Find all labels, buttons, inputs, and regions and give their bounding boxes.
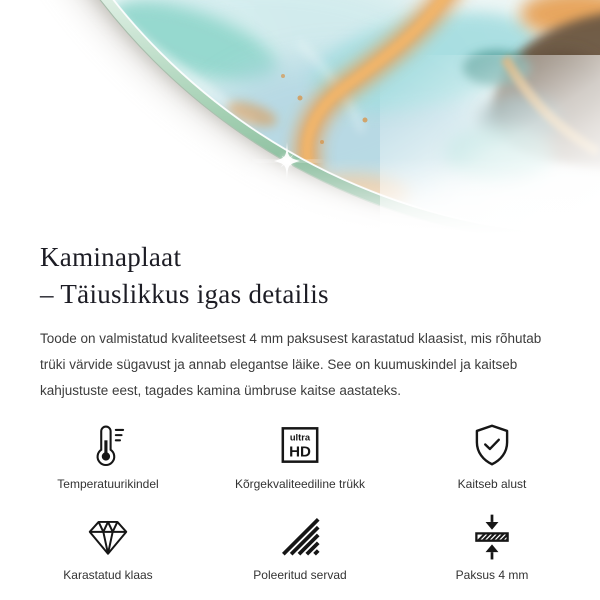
feature-label: Temperatuurikindel xyxy=(57,477,159,491)
polished-edges-icon xyxy=(275,511,325,561)
product-description: Toode on valmistatud kvaliteetsest 4 mm paksusest karastatud klaasist, mis rõhutab trüki värvide sügavust ja annab elegantse läike. See on kuumuskindel ja kaitseb kahjustuste eest, tagades kamina ümbruse kaitse aastateks. xyxy=(40,331,542,398)
page-title-line2: – Täiuslikkus igas detailis xyxy=(40,279,329,309)
feature-tempered-glass xyxy=(12,511,204,582)
page-title xyxy=(40,239,560,313)
feature-polished-edges xyxy=(204,511,396,582)
svg-text:ultra: ultra xyxy=(289,432,311,443)
page-title-line1: Kaminaplaat xyxy=(40,242,182,272)
feature-protects-base xyxy=(396,420,588,491)
thickness-4mm-icon xyxy=(467,511,517,561)
feature-label: Kaitseb alust xyxy=(457,477,527,491)
features-grid xyxy=(12,420,588,582)
feature-label: Paksus 4 mm xyxy=(455,568,529,582)
feature-label: Kõrgekvaliteediline trükk xyxy=(234,477,366,491)
feature-temperature xyxy=(12,420,204,491)
svg-text:HD: HD xyxy=(289,443,311,461)
feature-thickness xyxy=(396,511,588,582)
feature-print-quality xyxy=(204,420,396,491)
thermometer-icon xyxy=(83,420,133,470)
feature-label: Poleeritud servad xyxy=(253,568,347,582)
ultra-hd-print-icon xyxy=(275,420,325,470)
feature-label: Karastatud klaas xyxy=(63,568,153,582)
shield-check-icon xyxy=(467,420,517,470)
product-image-round-glass-plate xyxy=(0,0,600,235)
diamond-icon xyxy=(83,511,133,561)
